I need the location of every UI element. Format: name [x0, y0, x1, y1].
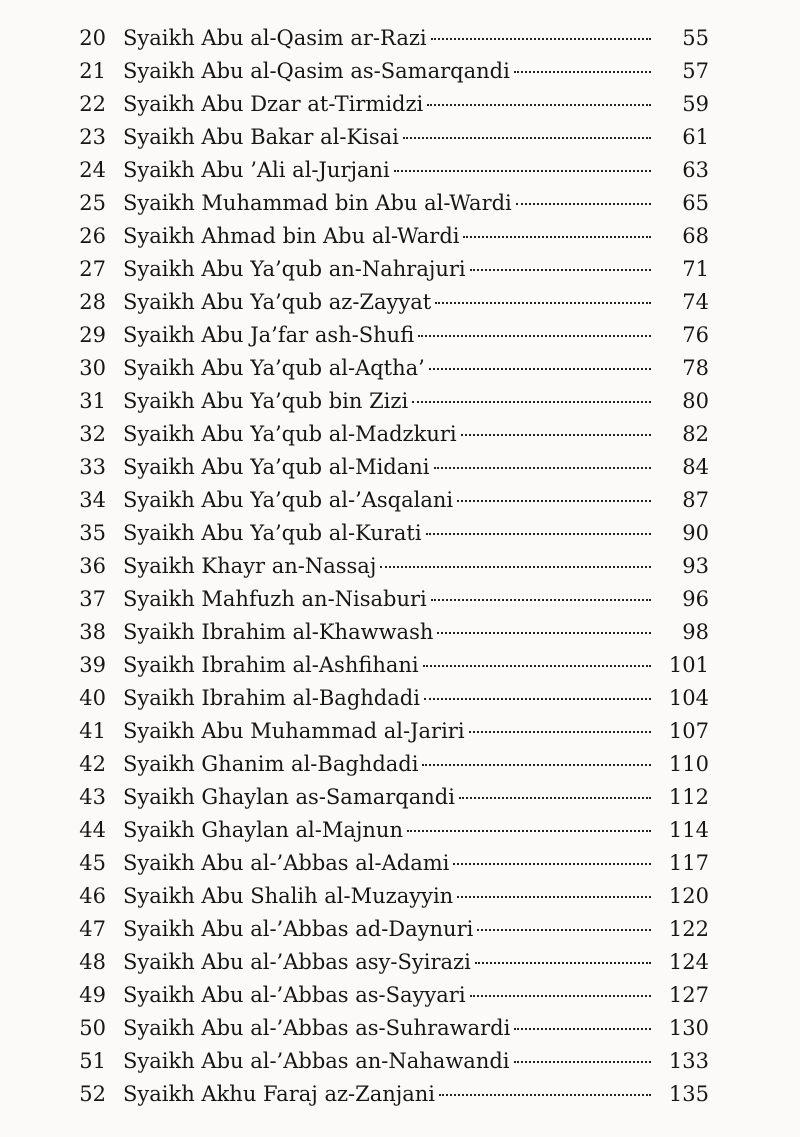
table-of-contents: [0, 22, 800, 1111]
entry-page-number: 120: [668, 884, 709, 908]
entry-number: 50: [79, 1016, 106, 1040]
toc-entry: [0, 121, 800, 154]
toc-entry: [0, 550, 800, 583]
entry-page-number: 101: [668, 653, 709, 677]
entry-number: 29: [79, 323, 106, 347]
dot-leader: [426, 533, 651, 535]
dot-leader: [463, 236, 651, 238]
entry-title: Syaikh Abu al-’Abbas as-Suhrawardi: [123, 1016, 511, 1040]
entry-page-number: 68: [682, 224, 709, 248]
toc-entry: [0, 913, 800, 946]
toc-entry: [0, 880, 800, 913]
entry-title: Syaikh Ghanim al-Baghdadi: [123, 752, 419, 776]
entry-title: Syaikh Abu al-’Abbas asy-Syirazi: [123, 950, 471, 974]
entry-page-number: 61: [682, 125, 709, 149]
entry-number: 39: [79, 653, 106, 677]
entry-title: Syaikh Abu Ya’qub al-Midani: [123, 455, 430, 479]
toc-entry: [0, 946, 800, 979]
dot-leader: [412, 401, 651, 403]
entry-title: Syaikh Ibrahim al-Ashfihani: [123, 653, 419, 677]
toc-entry: [0, 517, 800, 550]
entry-page-number: 122: [668, 917, 709, 941]
dot-leader: [461, 434, 651, 436]
dot-leader: [407, 830, 651, 832]
dot-leader: [439, 1094, 651, 1096]
toc-entry: [0, 451, 800, 484]
entry-page-number: 87: [682, 488, 709, 512]
entry-page-number: 124: [668, 950, 709, 974]
entry-title: Syaikh Mahfuzh an-Nisaburi: [123, 587, 427, 611]
entry-number: 45: [79, 851, 106, 875]
dot-leader: [514, 1028, 651, 1030]
toc-entry: [0, 55, 800, 88]
dot-leader: [431, 599, 651, 601]
dot-leader: [514, 71, 651, 73]
entry-page-number: 76: [682, 323, 709, 347]
entry-number: 40: [79, 686, 106, 710]
toc-entry: [0, 319, 800, 352]
toc-entry: [0, 253, 800, 286]
entry-page-number: 133: [668, 1049, 709, 1073]
dot-leader: [423, 665, 651, 667]
entry-number: 49: [79, 983, 106, 1007]
dot-leader: [418, 335, 651, 337]
entry-page-number: 80: [682, 389, 709, 413]
entry-page-number: 96: [682, 587, 709, 611]
dot-leader: [424, 698, 651, 700]
toc-entry: [0, 748, 800, 781]
entry-number: 30: [79, 356, 106, 380]
entry-title: Syaikh Khayr an-Nassaj: [123, 554, 377, 578]
dot-leader: [516, 203, 651, 205]
dot-leader: [475, 962, 651, 964]
toc-entry: [0, 22, 800, 55]
entry-title: Syaikh Abu al-’Abbas al-Adami: [123, 851, 450, 875]
entry-title: Syaikh Ghaylan as-Samarqandi: [123, 785, 455, 809]
entry-title: Syaikh Abu Ya’qub az-Zayyat: [123, 290, 432, 314]
toc-entry: [0, 220, 800, 253]
dot-leader: [470, 269, 651, 271]
entry-title: Syaikh Ibrahim al-Khawwash: [123, 620, 434, 644]
entry-number: 47: [79, 917, 106, 941]
entry-number: 52: [79, 1082, 106, 1106]
toc-entry: [0, 847, 800, 880]
entry-title: Syaikh Abu Muhammad al-Jariri: [123, 719, 465, 743]
dot-leader: [380, 566, 651, 568]
entry-page-number: 59: [682, 92, 709, 116]
entry-page-number: 57: [682, 59, 709, 83]
entry-title: Syaikh Abu al-’Abbas ad-Daynuri: [123, 917, 474, 941]
entry-page-number: 107: [668, 719, 709, 743]
entry-number: 37: [79, 587, 106, 611]
entry-number: 42: [79, 752, 106, 776]
entry-number: 28: [79, 290, 106, 314]
entry-title: Syaikh Abu Ya’qub an-Nahrajuri: [123, 257, 466, 281]
entry-page-number: 55: [682, 26, 709, 50]
entry-title: Syaikh Abu ’Ali al-Jurjani: [123, 158, 390, 182]
entry-number: 24: [79, 158, 106, 182]
toc-entry: [0, 1045, 800, 1078]
entry-page-number: 127: [668, 983, 709, 1007]
entry-number: 27: [79, 257, 106, 281]
toc-entry: [0, 781, 800, 814]
entry-title: Syaikh Muhammad bin Abu al-Wardi: [123, 191, 512, 215]
entry-page-number: 130: [668, 1016, 709, 1040]
dot-leader: [403, 137, 651, 139]
dot-leader: [429, 368, 651, 370]
entry-page-number: 104: [668, 686, 709, 710]
dot-leader: [457, 896, 651, 898]
toc-entry: [0, 583, 800, 616]
entry-number: 22: [79, 92, 106, 116]
entry-page-number: 71: [682, 257, 709, 281]
entry-number: 26: [79, 224, 106, 248]
entry-number: 35: [79, 521, 106, 545]
toc-entry: [0, 187, 800, 220]
toc-entry: [0, 1012, 800, 1045]
entry-title: Syaikh Abu Bakar al-Kisai: [123, 125, 399, 149]
entry-page-number: 82: [682, 422, 709, 446]
dot-leader: [431, 38, 651, 40]
toc-entry: [0, 352, 800, 385]
entry-number: 36: [79, 554, 106, 578]
dot-leader: [394, 170, 651, 172]
entry-number: 41: [79, 719, 106, 743]
entry-title: Syaikh Abu al-’Abbas as-Sayyari: [123, 983, 466, 1007]
entry-title: Syaikh Abu al-’Abbas an-Nahawandi: [123, 1049, 510, 1073]
toc-entry: [0, 385, 800, 418]
toc-entry: [0, 286, 800, 319]
dot-leader: [453, 863, 651, 865]
entry-title: Syaikh Abu Ya’qub al-’Asqalani: [123, 488, 454, 512]
entry-number: 21: [79, 59, 106, 83]
entry-title: Syaikh Abu Ya’qub bin Zizi: [123, 389, 409, 413]
entry-page-number: 135: [668, 1082, 709, 1106]
entry-number: 43: [79, 785, 106, 809]
entry-page-number: 63: [682, 158, 709, 182]
dot-leader: [427, 104, 651, 106]
entry-number: 51: [79, 1049, 106, 1073]
dot-leader: [457, 500, 651, 502]
entry-number: 48: [79, 950, 106, 974]
dot-leader: [477, 929, 651, 931]
entry-page-number: 114: [668, 818, 709, 842]
entry-number: 25: [79, 191, 106, 215]
entry-title: Syaikh Abu Dzar at-Tirmidzi: [123, 92, 424, 116]
entry-title: Syaikh Abu Ya’qub al-Aqtha’: [123, 356, 425, 380]
entry-title: Syaikh Abu Ya’qub al-Madzkuri: [123, 422, 457, 446]
entry-title: Syaikh Ahmad bin Abu al-Wardi: [123, 224, 460, 248]
toc-entry: [0, 154, 800, 187]
entry-number: 33: [79, 455, 106, 479]
entry-title: Syaikh Abu al-Qasim as-Samarqandi: [123, 59, 510, 83]
entry-title: Syaikh Abu al-Qasim ar-Razi: [123, 26, 427, 50]
entry-page-number: 117: [668, 851, 709, 875]
toc-entry: [0, 682, 800, 715]
entry-page-number: 84: [682, 455, 709, 479]
entry-number: 44: [79, 818, 106, 842]
dot-leader: [434, 467, 652, 469]
toc-entry: [0, 484, 800, 517]
entry-title: Syaikh Akhu Faraj az-Zanjani: [123, 1082, 436, 1106]
toc-entry: [0, 814, 800, 847]
entry-number: 46: [79, 884, 106, 908]
entry-number: 38: [79, 620, 106, 644]
entry-title: Syaikh Abu Shalih al-Muzayyin: [123, 884, 454, 908]
entry-page-number: 90: [682, 521, 709, 545]
toc-entry: [0, 1078, 800, 1111]
entry-page-number: 110: [668, 752, 709, 776]
dot-leader: [422, 764, 651, 766]
toc-entry: [0, 649, 800, 682]
entry-page-number: 65: [682, 191, 709, 215]
dot-leader: [435, 302, 651, 304]
entry-number: 32: [79, 422, 106, 446]
entry-page-number: 78: [682, 356, 709, 380]
dot-leader: [459, 797, 651, 799]
entry-number: 34: [79, 488, 106, 512]
entry-number: 20: [79, 26, 106, 50]
entry-title: Syaikh Abu Ja’far ash-Shufi: [123, 323, 415, 347]
dot-leader: [469, 731, 651, 733]
dot-leader: [514, 1061, 651, 1063]
toc-entry: [0, 715, 800, 748]
entry-title: Syaikh Ibrahim al-Baghdadi: [123, 686, 420, 710]
toc-entry: [0, 616, 800, 649]
toc-entry: [0, 88, 800, 121]
entry-page-number: 74: [682, 290, 709, 314]
dot-leader: [437, 632, 651, 634]
entry-number: 31: [79, 389, 106, 413]
toc-entry: [0, 979, 800, 1012]
entry-page-number: 98: [682, 620, 709, 644]
toc-entry: [0, 418, 800, 451]
entry-title: Syaikh Abu Ya’qub al-Kurati: [123, 521, 422, 545]
entry-title: Syaikh Ghaylan al-Majnun: [123, 818, 403, 842]
entry-page-number: 93: [682, 554, 709, 578]
dot-leader: [470, 995, 651, 997]
entry-page-number: 112: [668, 785, 709, 809]
entry-number: 23: [79, 125, 106, 149]
